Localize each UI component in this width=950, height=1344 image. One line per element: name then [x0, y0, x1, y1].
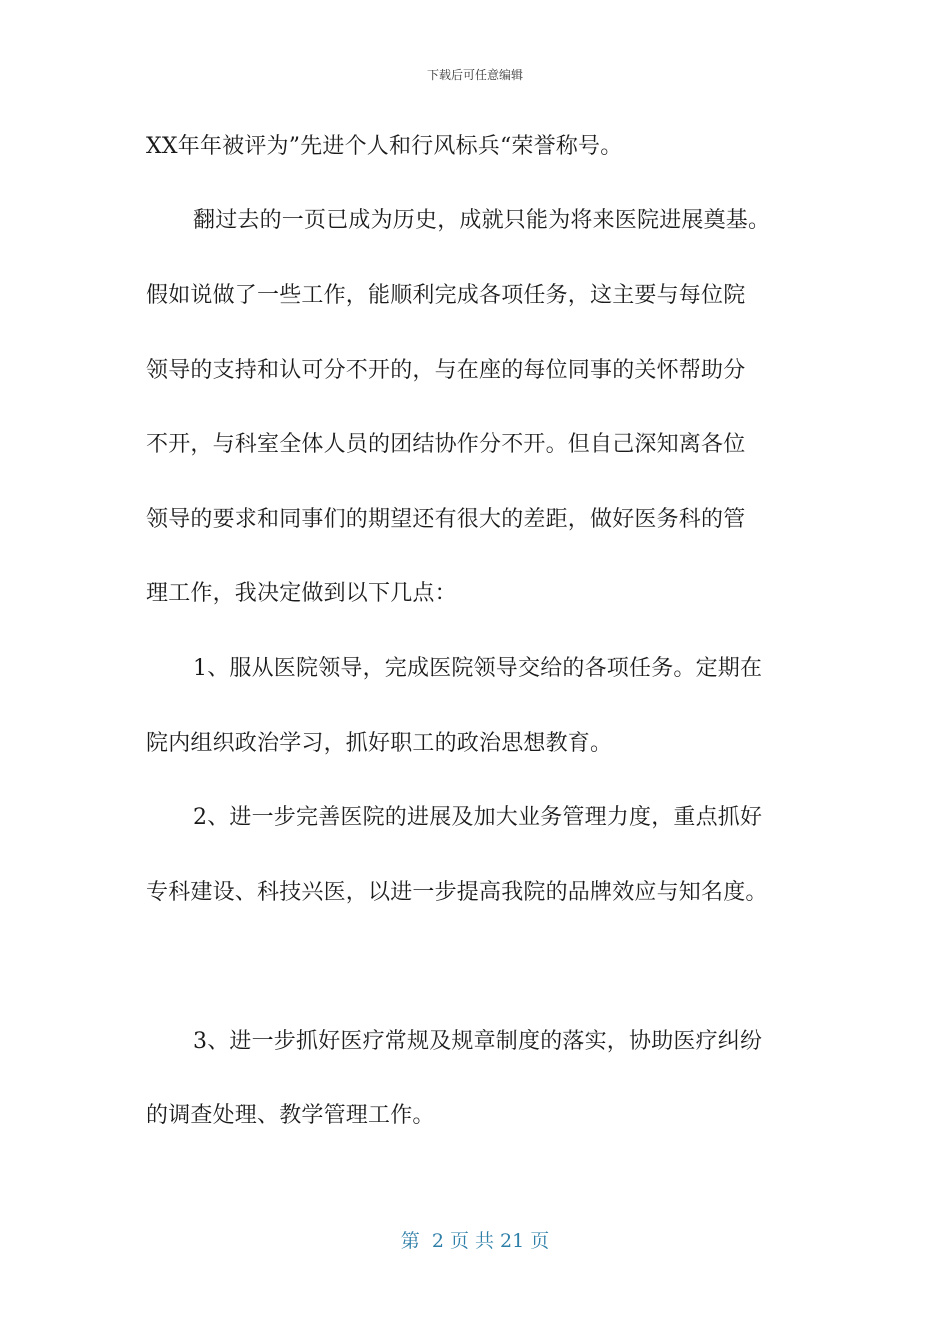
body-line: 的调查处理、教学管理工作。 [146, 1103, 435, 1128]
page-header: 下载后可任意编辑 [426, 68, 523, 82]
body-line: XX年年被评为”先进个人和行风标兵“荣誉称号。 [146, 134, 623, 159]
body-line: 理工作，我决定做到以下几点： [146, 581, 457, 606]
body-line: 不开，与科室全体人员的团结协作分不开。但自己深知离各位 [146, 432, 746, 457]
body-line: 2、进一步完善医院的进展及加大业务管理力度，重点抓好 [193, 805, 763, 830]
body-line: 3、进一步抓好医疗常规及规章制度的落实，协助医疗纠纷 [193, 1029, 763, 1054]
body-line: 1、服从医院领导，完成医院领导交给的各项任务。定期在 [193, 656, 763, 681]
body-line: 领导的支持和认可分不开的，与在座的每位同事的关怀帮助分 [146, 358, 746, 383]
body-line: 专科建设、科技兴医，以进一步提高我院的品牌效应与知名度。 [146, 880, 768, 905]
body-line: 翻过去的一页已成为历史，成就只能为将来医院进展奠基。 [193, 208, 771, 233]
body-line: 院内组织政治学习，抓好职工的政治思想教育。 [146, 731, 613, 756]
page-number-footer: 第 2 页 共 21 页 [400, 1230, 550, 1252]
body-line: 假如说做了一些工作，能顺利完成各项任务，这主要与每位院 [146, 283, 746, 308]
body-line: 领导的要求和同事们的期望还有很大的差距，做好医务科的管 [146, 507, 746, 532]
